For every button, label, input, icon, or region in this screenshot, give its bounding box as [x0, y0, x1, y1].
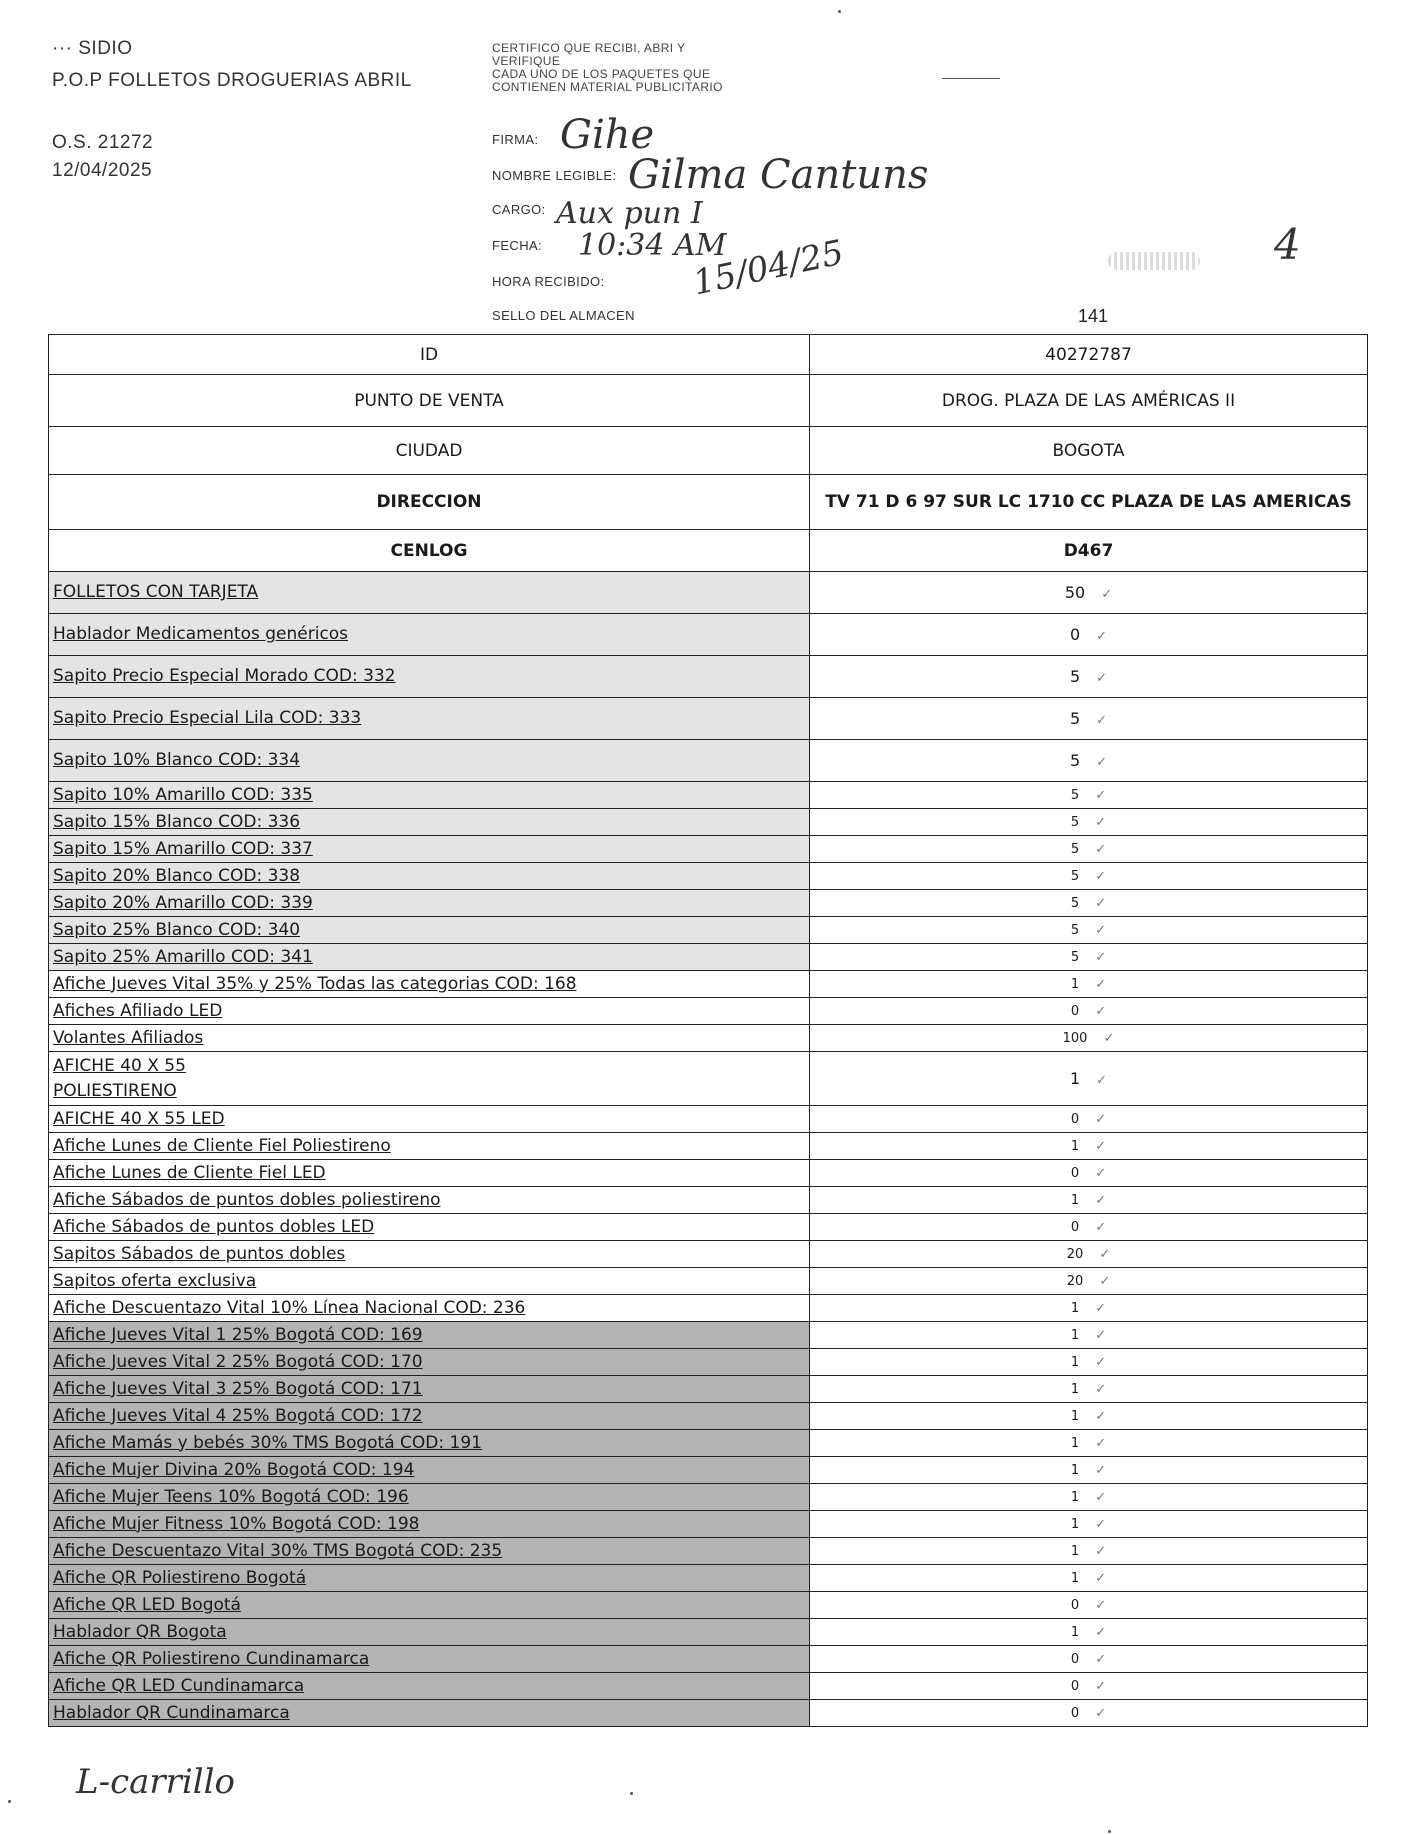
check-mark-icon: ✓ [1095, 1300, 1107, 1316]
item-quantity: 5 [1070, 841, 1080, 857]
check-mark-icon: ✓ [1095, 1705, 1107, 1721]
item-row [49, 1133, 1368, 1160]
item-row [49, 1592, 1368, 1619]
check-mark-icon: ✓ [1095, 1570, 1107, 1586]
check-mark-icon: ✓ [1095, 1435, 1107, 1451]
item-row [49, 890, 1368, 917]
item-quantity-cell [810, 1484, 1368, 1511]
item-label: Afiche Jueves Vital 35% y 25% Todas las categorias COD: 168 [49, 971, 810, 998]
document-date: 12/04/2025 [52, 160, 153, 181]
item-label: Afiche Lunes de Cliente Fiel Poliestireno [49, 1133, 810, 1160]
item-quantity-cell [810, 863, 1368, 890]
check-mark-icon: ✓ [1095, 841, 1107, 857]
handwritten-hora: 10:34 AM [578, 228, 727, 263]
item-label: Afiche QR Poliestireno Cundinamarca [49, 1646, 810, 1673]
info-label: CENLOG [49, 530, 810, 572]
item-label: FOLLETOS CON TARJETA [49, 572, 810, 614]
handwritten-cargo: Aux pun I [556, 196, 703, 231]
item-label: Afiche QR LED Cundinamarca [49, 1673, 810, 1700]
item-quantity: 1 [1070, 1327, 1080, 1343]
item-label: Volantes Afiliados [49, 1025, 810, 1052]
item-quantity-cell [810, 1133, 1368, 1160]
item-label: Sapitos Sábados de puntos dobles [49, 1241, 810, 1268]
item-row [49, 1295, 1368, 1322]
certification-text [492, 42, 723, 94]
item-row [49, 1106, 1368, 1133]
item-quantity: 5 [1069, 751, 1081, 770]
check-mark-icon: ✓ [1096, 1073, 1108, 1088]
item-label: Afiche Mamás y bebés 30% TMS Bogotá COD: 191 [49, 1430, 810, 1457]
item-row [49, 1430, 1368, 1457]
item-quantity: 100 [1062, 1030, 1088, 1046]
check-mark-icon: ✓ [1095, 1219, 1107, 1235]
cert-line: CONTIENEN MATERIAL PUBLICITARIO [492, 80, 723, 94]
check-mark-icon: ✓ [1095, 1165, 1107, 1181]
item-label: Afiche Jueves Vital 2 25% Bogotá COD: 170 [49, 1349, 810, 1376]
item-row [49, 1052, 1368, 1106]
item-row [49, 1565, 1368, 1592]
item-quantity-cell [810, 1457, 1368, 1484]
item-row [49, 1403, 1368, 1430]
check-mark-icon: ✓ [1096, 755, 1108, 770]
item-quantity: 20 [1066, 1273, 1084, 1289]
item-quantity: 1 [1070, 1489, 1080, 1505]
scan-speck [630, 1792, 633, 1795]
item-quantity-cell [810, 1025, 1368, 1052]
check-mark-icon: ✓ [1095, 1462, 1107, 1478]
item-label: Sapito 25% Amarillo COD: 341 [49, 944, 810, 971]
check-mark-icon: ✓ [1095, 1624, 1107, 1640]
item-row [49, 836, 1368, 863]
item-row [49, 1511, 1368, 1538]
check-mark-icon: ✓ [1095, 1138, 1107, 1154]
item-label: Afiche Descuentazo Vital 30% TMS Bogotá COD: 235 [49, 1538, 810, 1565]
info-value: D467 [810, 530, 1368, 572]
item-label: Afiche Sábados de puntos dobles poliestireno [49, 1187, 810, 1214]
item-quantity: 5 [1070, 814, 1080, 830]
item-quantity: 1 [1070, 1381, 1080, 1397]
faded-stamp [1108, 252, 1200, 270]
handwritten-mark: 4 [1274, 220, 1301, 269]
nombre-label: NOMBRE LEGIBLE: [492, 168, 617, 183]
page-number: 141 [1078, 306, 1109, 326]
item-row [49, 1673, 1368, 1700]
cert-line: CERTIFICO QUE RECIBI, ABRI Y [492, 41, 686, 55]
item-label: Afiche Jueves Vital 4 25% Bogotá COD: 172 [49, 1403, 810, 1430]
info-value: TV 71 D 6 97 SUR LC 1710 CC PLAZA DE LAS AMERICAS [810, 475, 1368, 530]
item-quantity: 1 [1070, 1408, 1080, 1424]
check-mark-icon: ✓ [1096, 629, 1108, 644]
item-quantity: 5 [1069, 667, 1081, 686]
item-quantity-cell [810, 809, 1368, 836]
item-quantity-cell [810, 1538, 1368, 1565]
item-label: Sapito 10% Blanco COD: 334 [49, 740, 810, 782]
item-quantity-cell [810, 944, 1368, 971]
item-quantity-cell [810, 614, 1368, 656]
item-quantity-cell [810, 971, 1368, 998]
item-quantity: 1 [1069, 1069, 1081, 1088]
item-quantity-cell [810, 1160, 1368, 1187]
check-mark-icon: ✓ [1095, 787, 1107, 803]
delivery-table [48, 334, 1368, 1727]
item-row [49, 1349, 1368, 1376]
check-mark-icon: ✓ [1096, 713, 1108, 728]
item-quantity-cell [810, 1241, 1368, 1268]
check-mark-icon: ✓ [1103, 1030, 1115, 1046]
check-mark-icon: ✓ [1095, 1489, 1107, 1505]
check-mark-icon: ✓ [1099, 1273, 1111, 1289]
item-quantity-cell [810, 572, 1368, 614]
item-quantity: 1 [1070, 1543, 1080, 1559]
item-label: Afiche Mujer Fitness 10% Bogotá COD: 198 [49, 1511, 810, 1538]
item-label: AFICHE 40 X 55 POLIESTIRENO [49, 1052, 810, 1106]
item-quantity: 20 [1066, 1246, 1084, 1262]
item-row [49, 1025, 1368, 1052]
signature-firma: Gihe [560, 112, 655, 158]
item-quantity: 0 [1070, 1003, 1080, 1019]
check-mark-icon: ✓ [1095, 949, 1107, 965]
check-mark-icon: ✓ [1095, 1111, 1107, 1127]
item-label: Sapito 15% Amarillo COD: 337 [49, 836, 810, 863]
item-row [49, 1619, 1368, 1646]
info-row [49, 427, 1368, 475]
item-quantity: 1 [1070, 1462, 1080, 1478]
item-quantity-cell [810, 890, 1368, 917]
item-quantity-cell [810, 836, 1368, 863]
info-label: ID [49, 335, 810, 375]
item-quantity: 5 [1069, 709, 1081, 728]
item-label: Sapito 15% Blanco COD: 336 [49, 809, 810, 836]
item-row [49, 971, 1368, 998]
item-row [49, 1538, 1368, 1565]
item-quantity: 0 [1070, 1111, 1080, 1127]
check-mark-icon: ✓ [1095, 976, 1107, 992]
item-row [49, 1241, 1368, 1268]
item-quantity-cell [810, 1349, 1368, 1376]
firma-label: FIRMA: [492, 132, 539, 147]
item-label: Afiche Jueves Vital 3 25% Bogotá COD: 171 [49, 1376, 810, 1403]
item-quantity: 0 [1070, 1165, 1080, 1181]
check-mark-icon: ✓ [1095, 1003, 1107, 1019]
item-quantity: 1 [1070, 1570, 1080, 1586]
item-row [49, 1376, 1368, 1403]
check-mark-icon: ✓ [1095, 1408, 1107, 1424]
check-mark-icon: ✓ [1095, 922, 1107, 938]
item-quantity-cell [810, 1430, 1368, 1457]
item-label: Sapito 25% Blanco COD: 340 [49, 917, 810, 944]
item-label: Afiche QR LED Bogotá [49, 1592, 810, 1619]
item-quantity: 1 [1070, 1624, 1080, 1640]
item-quantity: 0 [1070, 1651, 1080, 1667]
item-quantity: 5 [1070, 922, 1080, 938]
item-quantity: 1 [1070, 1354, 1080, 1370]
item-quantity-cell [810, 998, 1368, 1025]
item-quantity-cell [810, 1106, 1368, 1133]
service-order: O.S. 21272 [52, 132, 154, 153]
document-title: P.O.P FOLLETOS DROGUERIAS ABRIL [52, 70, 412, 91]
check-mark-icon: ✓ [1095, 1516, 1107, 1532]
scan-speck [1108, 1830, 1111, 1833]
info-row [49, 375, 1368, 427]
item-row [49, 809, 1368, 836]
cert-line: VERIFIQUE [492, 54, 561, 68]
item-row [49, 917, 1368, 944]
item-row [49, 1187, 1368, 1214]
item-row [49, 944, 1368, 971]
item-row [49, 740, 1368, 782]
fecha-label: FECHA: [492, 238, 543, 253]
item-label: Afiche Jueves Vital 1 25% Bogotá COD: 169 [49, 1322, 810, 1349]
item-quantity-cell [810, 740, 1368, 782]
item-quantity: 0 [1069, 625, 1081, 644]
info-label: PUNTO DE VENTA [49, 375, 810, 427]
item-quantity-cell [810, 1565, 1368, 1592]
item-quantity: 5 [1070, 787, 1080, 803]
sello-label: SELLO DEL ALMACEN [492, 308, 635, 323]
check-mark-icon: ✓ [1095, 868, 1107, 884]
item-quantity: 5 [1070, 949, 1080, 965]
item-label: Sapito Precio Especial Lila COD: 333 [49, 698, 810, 740]
info-label: CIUDAD [49, 427, 810, 475]
check-mark-icon: ✓ [1099, 1246, 1111, 1262]
check-mark-icon: ✓ [1095, 1543, 1107, 1559]
item-label: Hablador QR Cundinamarca [49, 1700, 810, 1727]
info-value: BOGOTA [810, 427, 1368, 475]
item-quantity-cell [810, 1376, 1368, 1403]
check-mark-icon: ✓ [1095, 1651, 1107, 1667]
item-row [49, 656, 1368, 698]
check-mark-icon: ✓ [1095, 1678, 1107, 1694]
item-label: Sapito 20% Blanco COD: 338 [49, 863, 810, 890]
item-row [49, 1646, 1368, 1673]
item-quantity: 1 [1070, 1300, 1080, 1316]
footer-signature: L-carrillo [76, 1762, 235, 1802]
item-label: Afiche Descuentazo Vital 10% Línea Nacional COD: 236 [49, 1295, 810, 1322]
item-quantity: 5 [1070, 868, 1080, 884]
item-label: Sapito 10% Amarillo COD: 335 [49, 782, 810, 809]
item-label: Sapito 20% Amarillo COD: 339 [49, 890, 810, 917]
check-mark-icon: ✓ [1095, 895, 1107, 911]
item-quantity-cell [810, 1214, 1368, 1241]
check-mark-icon: ✓ [1095, 1354, 1107, 1370]
item-quantity: 50 [1064, 583, 1086, 602]
item-quantity-cell [810, 1646, 1368, 1673]
item-row [49, 782, 1368, 809]
item-row [49, 1268, 1368, 1295]
item-quantity-cell [810, 1673, 1368, 1700]
item-quantity-cell [810, 1295, 1368, 1322]
item-quantity-cell [810, 782, 1368, 809]
item-quantity-cell [810, 1268, 1368, 1295]
item-quantity: 0 [1070, 1678, 1080, 1694]
info-value: 40272787 [810, 335, 1368, 375]
item-label: Afiches Afiliado LED [49, 998, 810, 1025]
item-quantity: 1 [1070, 1138, 1080, 1154]
item-row [49, 1214, 1368, 1241]
item-quantity-cell [810, 1700, 1368, 1727]
item-quantity-cell [810, 1052, 1368, 1106]
item-label: Afiche QR Poliestireno Bogotá [49, 1565, 810, 1592]
info-row [49, 475, 1368, 530]
item-row [49, 572, 1368, 614]
check-mark-icon: ✓ [1095, 1192, 1107, 1208]
item-quantity-cell [810, 1187, 1368, 1214]
check-mark-icon: ✓ [1095, 1381, 1107, 1397]
item-quantity-cell [810, 1322, 1368, 1349]
item-row [49, 1160, 1368, 1187]
item-label: Sapitos oferta exclusiva [49, 1268, 810, 1295]
divider [942, 78, 1000, 79]
item-quantity-cell [810, 1619, 1368, 1646]
item-row [49, 1484, 1368, 1511]
check-mark-icon: ✓ [1095, 1597, 1107, 1613]
item-label: Afiche Mujer Divina 20% Bogotá COD: 194 [49, 1457, 810, 1484]
item-quantity: 0 [1070, 1705, 1080, 1721]
info-value: DROG. PLAZA DE LAS AMÉRICAS II [810, 375, 1368, 427]
item-quantity: 1 [1070, 1435, 1080, 1451]
scan-speck [838, 10, 841, 13]
check-mark-icon: ✓ [1101, 587, 1113, 602]
scan-speck [8, 1800, 11, 1803]
item-label: Afiche Sábados de puntos dobles LED [49, 1214, 810, 1241]
item-quantity: 5 [1070, 895, 1080, 911]
item-row [49, 1457, 1368, 1484]
item-row [49, 998, 1368, 1025]
item-row [49, 698, 1368, 740]
item-quantity: 0 [1070, 1597, 1080, 1613]
item-label: Sapito Precio Especial Morado COD: 332 [49, 656, 810, 698]
info-row [49, 335, 1368, 375]
item-quantity: 1 [1070, 976, 1080, 992]
info-row [49, 530, 1368, 572]
item-quantity: 0 [1070, 1219, 1080, 1235]
item-label: Afiche Lunes de Cliente Fiel LED [49, 1160, 810, 1187]
item-row [49, 614, 1368, 656]
item-label: Afiche Mujer Teens 10% Bogotá COD: 196 [49, 1484, 810, 1511]
item-quantity-cell [810, 1403, 1368, 1430]
item-label: Hablador Medicamentos genéricos [49, 614, 810, 656]
item-row [49, 1700, 1368, 1727]
handwritten-name: Gilma Cantuns [628, 152, 929, 198]
hora-label: HORA RECIBIDO: [492, 274, 605, 289]
cert-line: CADA UNO DE LOS PAQUETES QUE [492, 67, 711, 81]
info-label: DIRECCION [49, 475, 810, 530]
item-quantity: 1 [1070, 1192, 1080, 1208]
check-mark-icon: ✓ [1095, 814, 1107, 830]
item-quantity-cell [810, 1511, 1368, 1538]
handwritten-fecha: 15/04/25 [689, 232, 848, 304]
item-quantity: 1 [1070, 1516, 1080, 1532]
item-quantity-cell [810, 656, 1368, 698]
item-quantity-cell [810, 1592, 1368, 1619]
check-mark-icon: ✓ [1095, 1327, 1107, 1343]
item-label: Hablador QR Bogota [49, 1619, 810, 1646]
cargo-label: CARGO: [492, 202, 546, 217]
item-quantity-cell [810, 917, 1368, 944]
check-mark-icon: ✓ [1096, 671, 1108, 686]
company-name: ··· SIDIO [52, 38, 133, 59]
item-label: AFICHE 40 X 55 LED [49, 1106, 810, 1133]
item-quantity-cell [810, 698, 1368, 740]
item-row [49, 863, 1368, 890]
item-row [49, 1322, 1368, 1349]
